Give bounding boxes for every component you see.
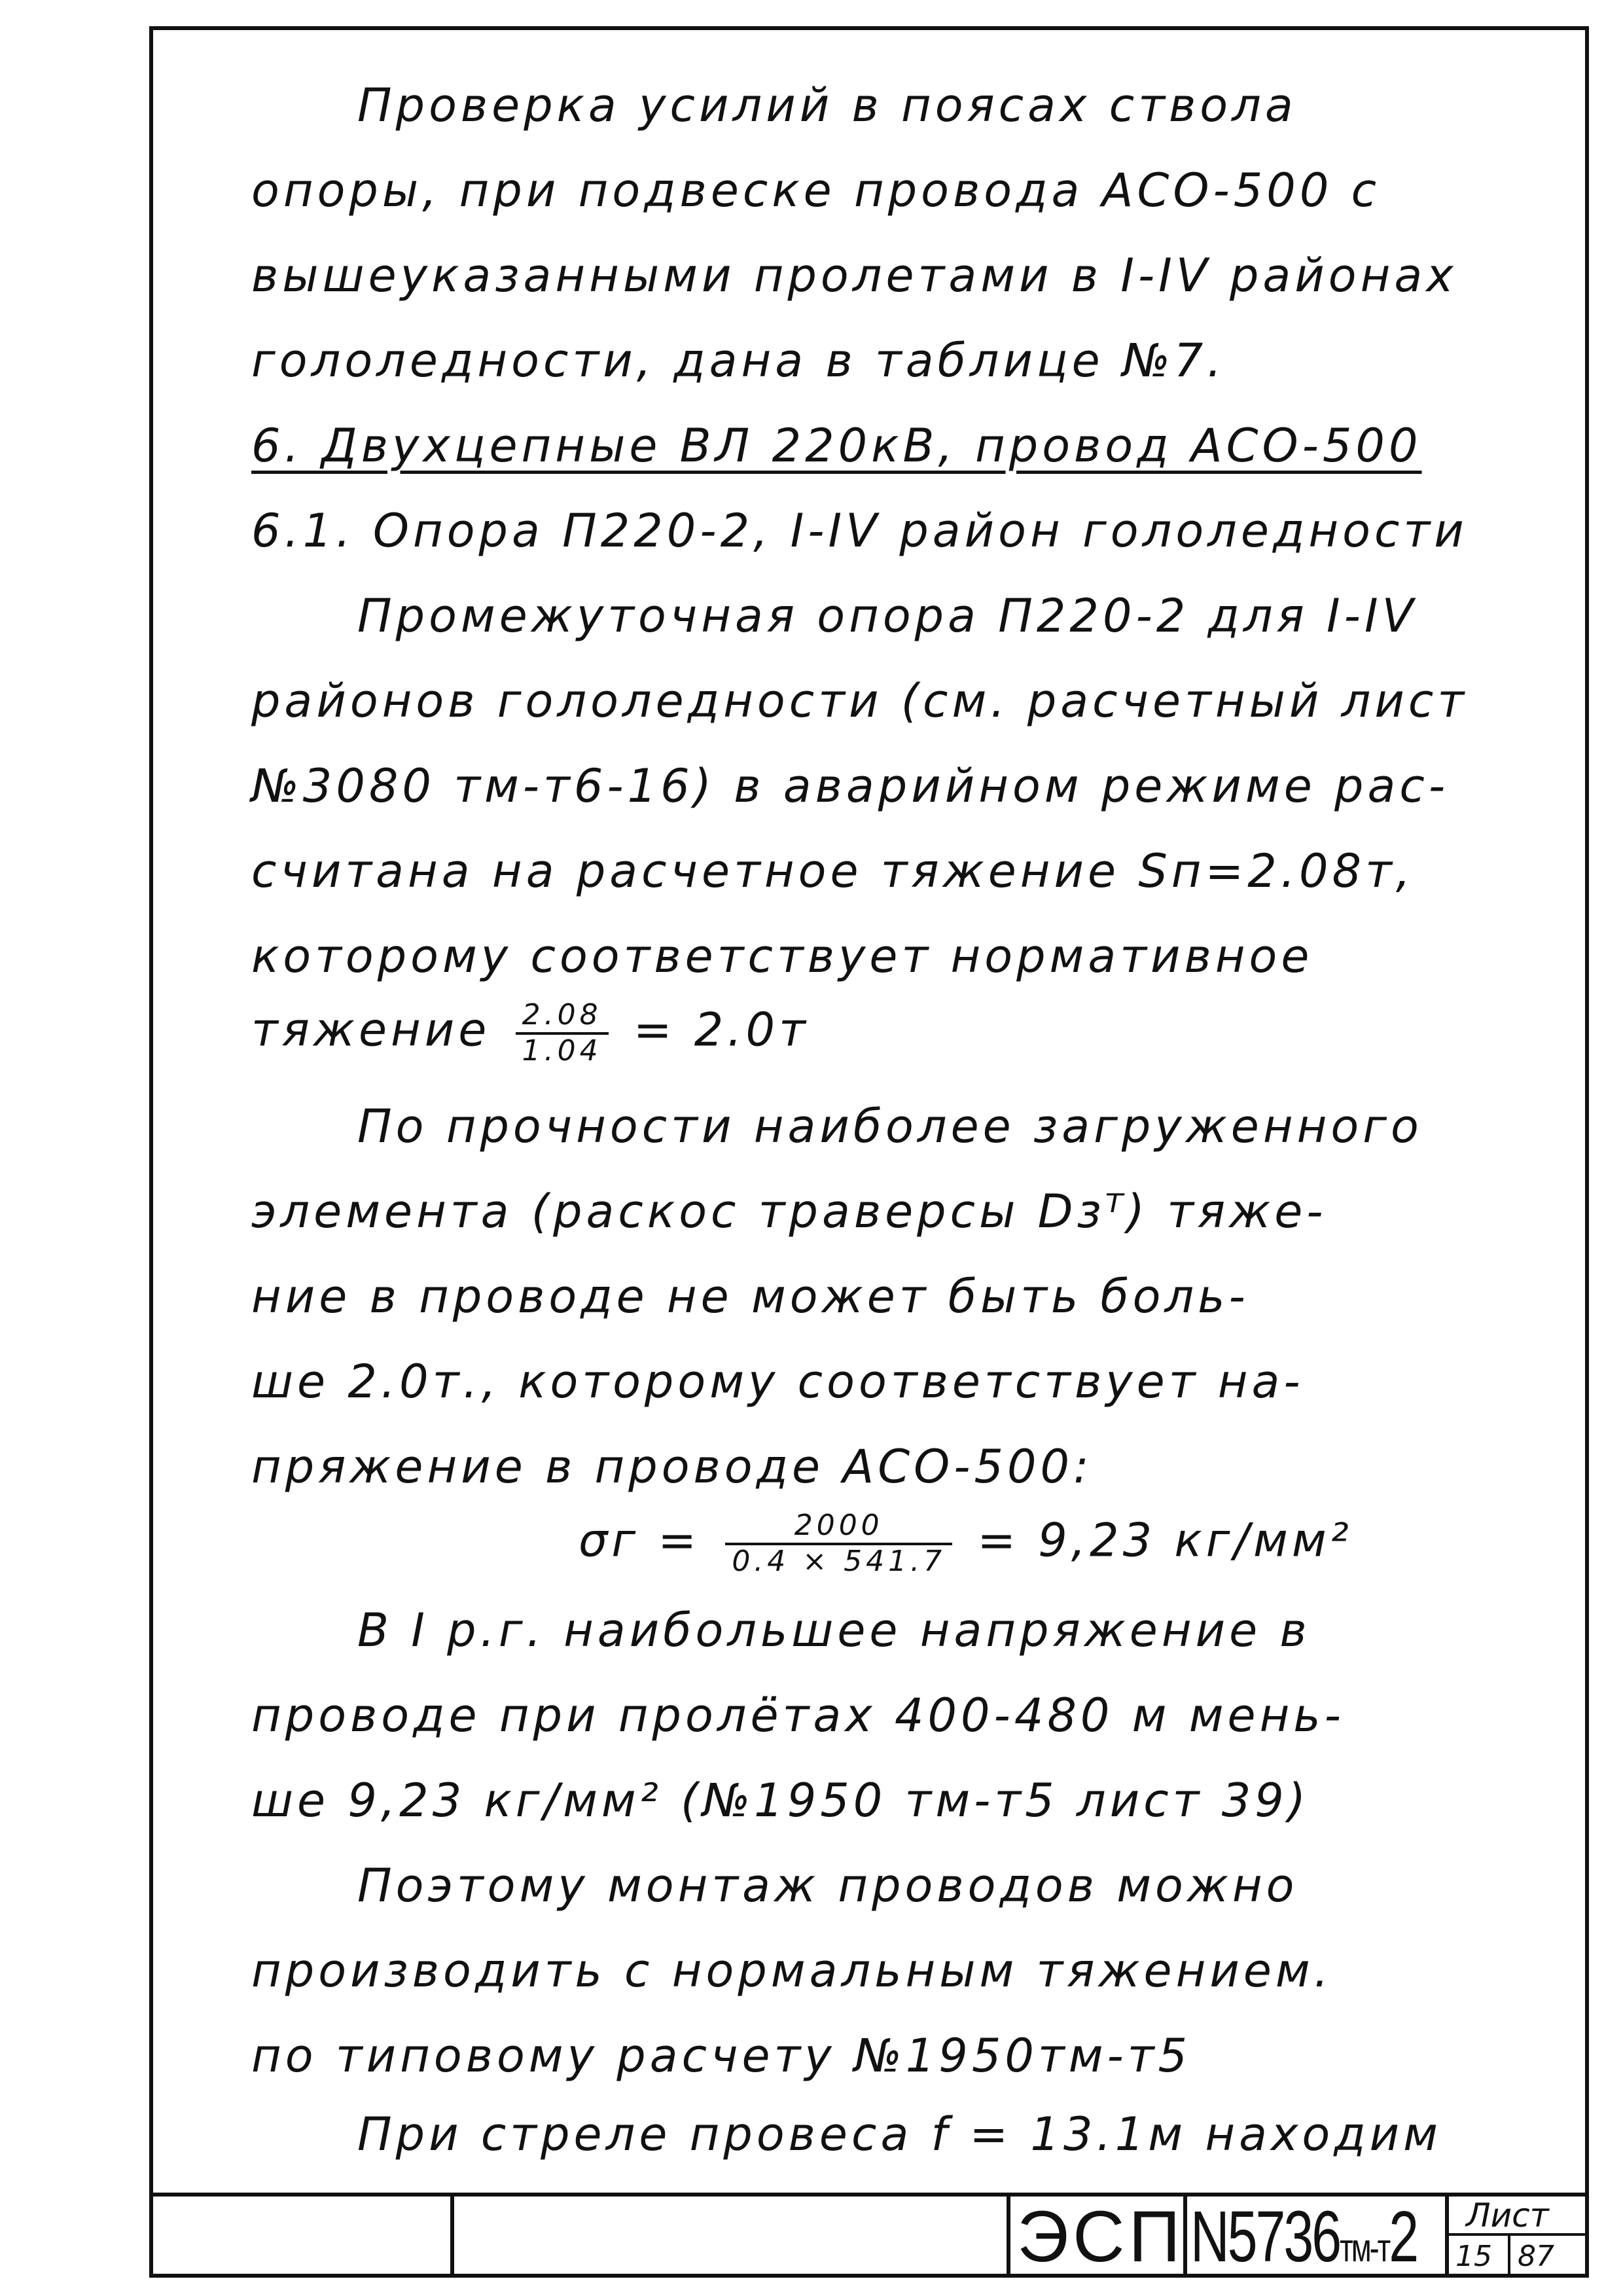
text-line: которому соответствует нормативное: [251, 929, 1313, 983]
sheet-label: Лист: [1466, 2197, 1549, 2234]
text-line: районов гололедности (см. расчетный лист: [251, 674, 1469, 728]
page-frame: [149, 26, 1589, 2278]
title-block-cell-empty-1: [153, 2197, 454, 2274]
fraction-2-denominator: 0.4 × 541.7: [732, 1544, 946, 1578]
fraction-1-denominator: 1.04: [522, 1033, 602, 1067]
text-line: По прочности наиболее загруженного: [357, 1100, 1423, 1153]
title-block: [153, 2193, 1585, 2277]
text-tension: тяжение: [251, 1003, 491, 1057]
sheet-number: 15: [1455, 2240, 1492, 2273]
text-line: производить с нормальным тяжением.: [251, 1944, 1332, 1998]
org-code: ЭСП: [1017, 2197, 1185, 2277]
text-line: вышеуказанными пролетами в I-IV районах: [251, 249, 1457, 302]
section-heading-left: 6. Двухцепные ВЛ 220кВ: [251, 419, 938, 473]
subsection-heading: 6.1. Опора П220-2, I-IV район гололедности: [251, 504, 1468, 558]
formula-line-tension: [251, 999, 810, 1067]
text-line: В I р.г. наибольшее напряжение в: [357, 1604, 1311, 1657]
title-block-cell-empty-2: [454, 2197, 1010, 2274]
fraction-1-numerator: 2.08: [516, 999, 609, 1035]
text-line: ние в проводе не может быть боль-: [251, 1270, 1249, 1323]
text-line: При стреле провеса f = 13.1м находим: [357, 2108, 1442, 2161]
section-heading-right: , провод АСО-500: [938, 419, 1422, 473]
text-stress-result: = 9,23 кг/мм²: [977, 1513, 1353, 1568]
text-line: по типовому расчету №1950тм-т5: [251, 2029, 1192, 2083]
text-tension-result: = 2.0т: [633, 1003, 810, 1057]
fraction-2-numerator: 2000: [725, 1509, 952, 1545]
text-line: Промежуточная опора П220-2 для I-IV: [357, 589, 1418, 643]
fraction-2: [725, 1509, 952, 1578]
text-line: ше 9,23 кг/мм² (№1950 тм-т5 лист 39): [251, 1774, 1310, 1827]
text-line: опоры, при подвеске провода АСО-500 с: [251, 164, 1381, 217]
text-line: гололедности, дана в таблице №7.: [251, 334, 1226, 387]
fraction-1: [516, 999, 609, 1067]
doc-number: N5736: [1190, 2197, 1340, 2277]
text-line: элемента (раскос траверсы Dзᵀ) тяже-: [251, 1185, 1327, 1238]
document-number: [1190, 2195, 1417, 2278]
text-line: пряжение в проводе АСО-500:: [251, 1440, 1093, 1494]
sheet-total: 87: [1518, 2240, 1554, 2273]
formula-line-stress: [579, 1509, 1353, 1578]
text-line: проводе при пролётах 400-480 м мень-: [251, 1689, 1345, 1742]
text-line: Поэтому монтаж проводов можно: [357, 1859, 1298, 1912]
text-line: Проверка усилий в поясах ствола: [357, 79, 1297, 132]
text-line: ше 2.0т., которому соответствует на-: [251, 1355, 1304, 1408]
section-heading: [251, 419, 1422, 473]
text-line: считана на расчетное тяжение Sп=2.08т,: [251, 844, 1415, 898]
text-sigma: σг =: [579, 1513, 701, 1568]
sheet-divider-vertical: [1508, 2233, 1510, 2274]
text-line: №3080 тм-т6-16) в аварийном режиме рас-: [251, 759, 1450, 813]
doc-suffix: тм-т: [1340, 2226, 1389, 2270]
doc-part: 2: [1389, 2197, 1418, 2277]
